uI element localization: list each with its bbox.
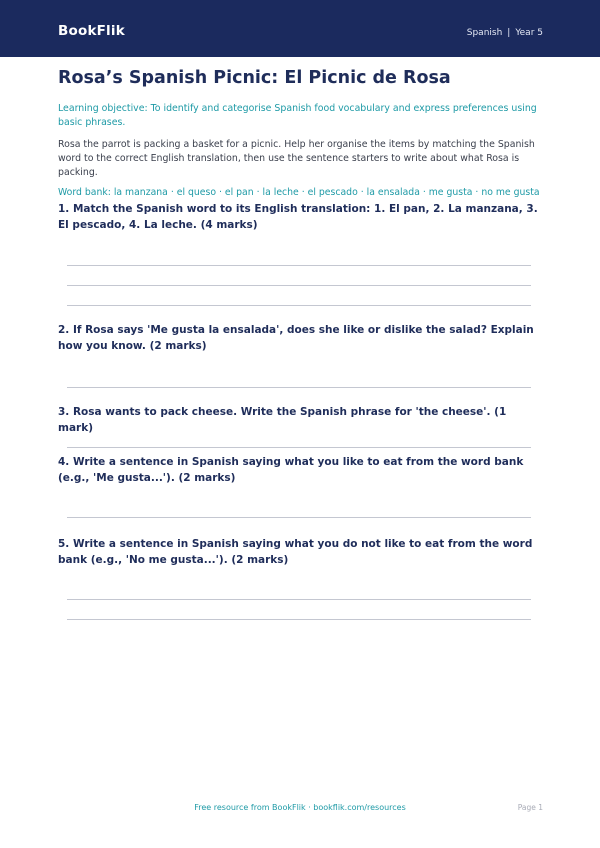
- brand-logo-text: BookFlik: [58, 23, 125, 39]
- learning-objective: Learning objective: To identify and categorise Spanish food vocabulary and express preferences using basic phrases.: [58, 103, 537, 128]
- answer-line[interactable]: [67, 517, 531, 518]
- meta-separator: |: [507, 28, 511, 38]
- page-number: Page 1: [517, 803, 543, 812]
- worksheet-intro: [58, 67, 542, 200]
- year-label: Year 5: [515, 28, 543, 38]
- page-header: [0, 0, 600, 57]
- question-3: 3. Rosa wants to pack cheese. Write the Spanish phrase for 'the cheese'. (1 mark): [58, 406, 507, 434]
- question-4: 4. Write a sentence in Spanish saying what you like to eat from the word bank (e.g., 'Me gusta...'). (2 marks): [58, 456, 524, 484]
- footer-resource-link[interactable]: Free resource from BookFlik · bookflik.com/resources: [194, 803, 406, 812]
- word-bank: Word bank: la manzana · el queso · el pan · la leche · el pescado · la ensalada · me gusta · no me gusta: [58, 187, 540, 198]
- question-2: 2. If Rosa says 'Me gusta la ensalada', does she like or dislike the salad? Explain how you know. (2 marks): [58, 324, 534, 352]
- worksheet-title: Rosa’s Spanish Picnic: El Picnic de Rosa: [58, 68, 451, 88]
- answer-line[interactable]: [67, 305, 531, 306]
- question-5: 5. Write a sentence in Spanish saying what you do not like to eat from the word bank (e.g., 'No me gusta...'). (2 marks): [58, 538, 533, 566]
- answer-line[interactable]: [67, 285, 531, 286]
- answer-line[interactable]: [67, 447, 531, 448]
- answer-line[interactable]: [67, 619, 531, 620]
- intro-paragraph: Rosa the parrot is packing a basket for a picnic. Help her organise the items by matching the Spanish word to the correct English translation, then use the sentence starters to write about what Rosa is packing.: [58, 139, 535, 178]
- answer-line[interactable]: [67, 599, 531, 600]
- answer-line[interactable]: [67, 387, 531, 388]
- header-meta: [467, 28, 543, 38]
- question-1: 1. Match the Spanish word to its English translation: 1. El pan, 2. La manzana, 3. El pescado, 4. La leche. (4 marks): [58, 203, 538, 231]
- subject-label: Spanish: [466, 28, 503, 38]
- answer-line[interactable]: [67, 265, 531, 266]
